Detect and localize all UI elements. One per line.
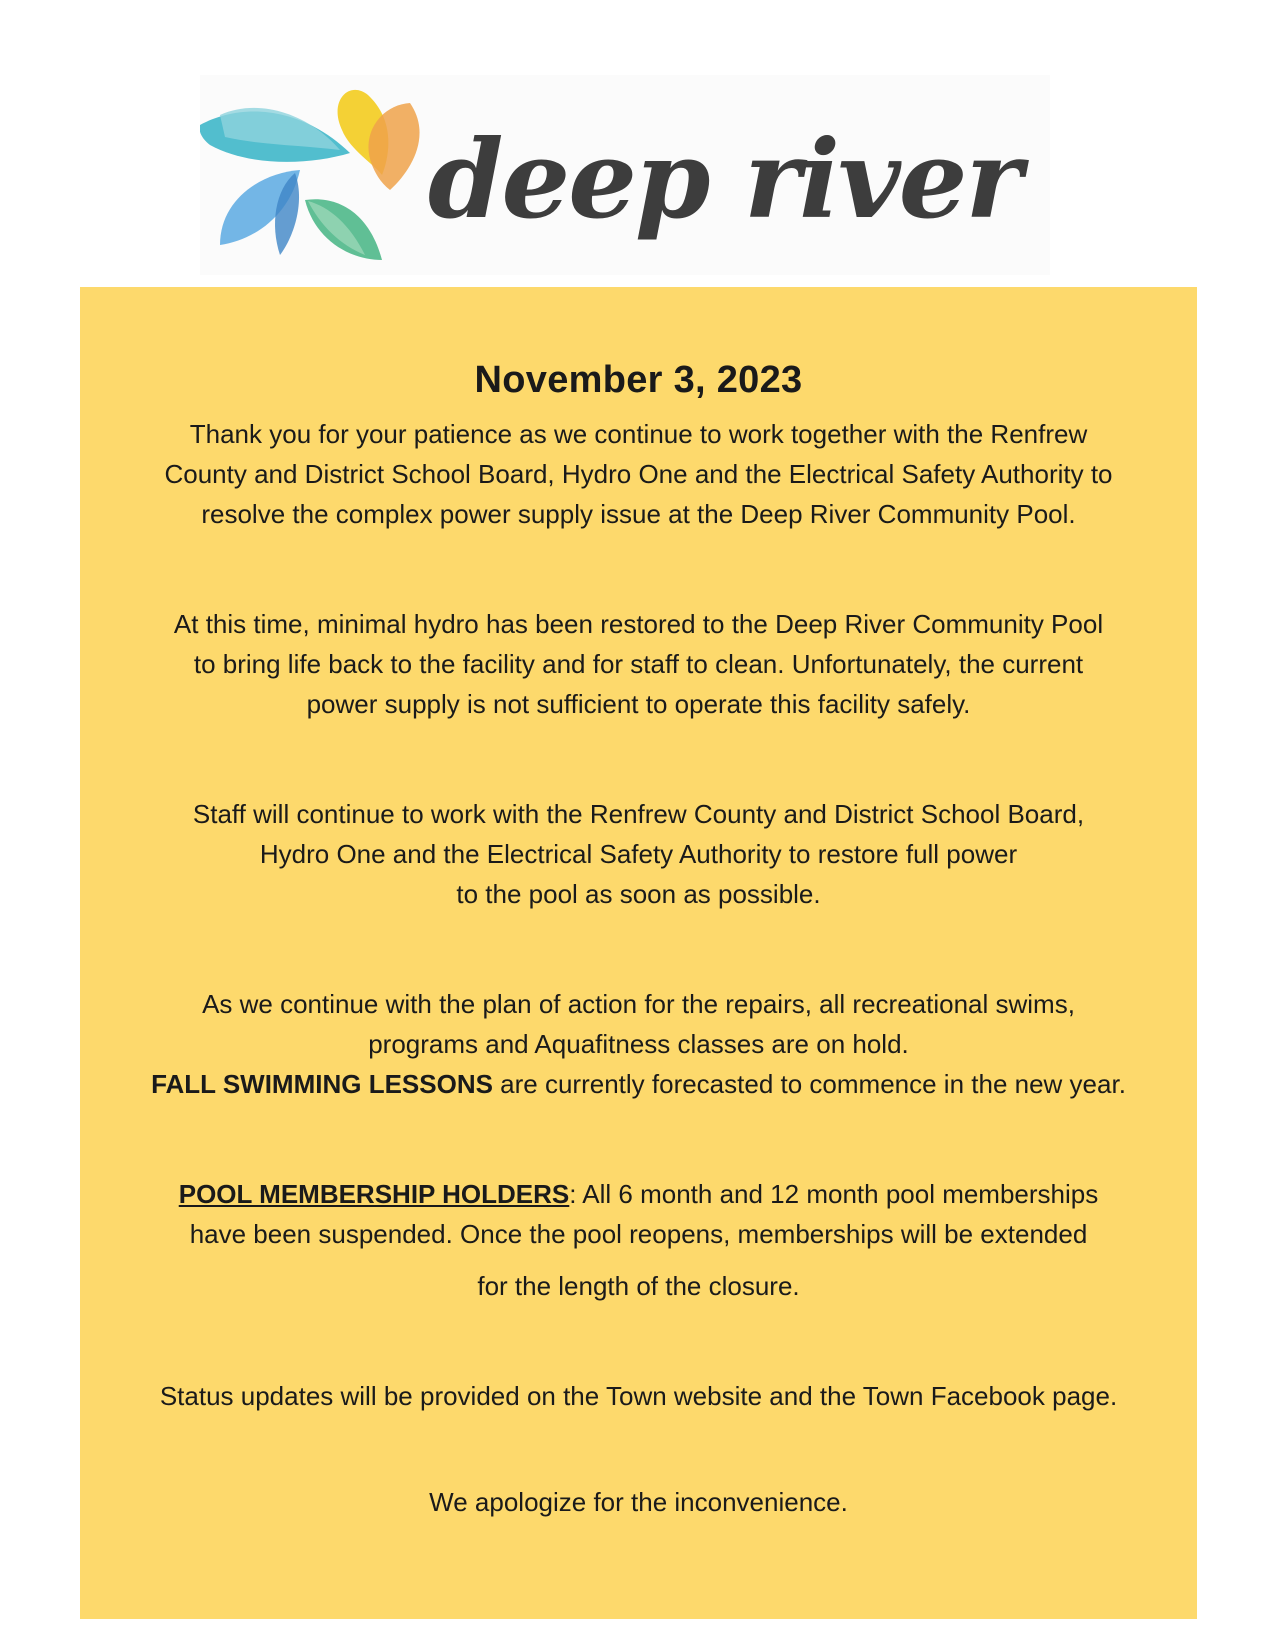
text-line: As we continue with the plan of action for the repairs, all recreational swims, xyxy=(202,989,1075,1019)
text-line: Staff will continue to work with the Renfrew County and District School Board, xyxy=(192,799,1085,829)
membership-holders-heading: POOL MEMBERSHIP HOLDERS xyxy=(178,1179,570,1209)
text-line: We apologize for the inconvenience. xyxy=(429,1487,848,1517)
text-line: At this time, minimal hydro has been restored to the Deep River Community Pool xyxy=(173,609,1104,639)
text-line: have been suspended. Once the pool reopens, memberships will be extended xyxy=(189,1219,1088,1249)
paragraph-intro xyxy=(80,414,1197,534)
text-line: power supply is not sufficient to operate this facility safely. xyxy=(306,689,971,719)
text-line xyxy=(80,1064,1197,1104)
paragraph-staff-work xyxy=(80,794,1197,914)
membership-text: : All 6 month and 12 month pool memberships xyxy=(569,1179,1099,1209)
brand-wordmark: deep river xyxy=(428,117,1021,243)
text-line: Thank you for your patience as we continue to work together with the Renfrew xyxy=(189,419,1088,449)
notice-date: November 3, 2023 xyxy=(474,359,803,401)
swimming-lessons-text: are currently forecasted to commence in the new year. xyxy=(492,1069,1126,1099)
text-line: Status updates will be provided on the Town website and the Town Facebook page. xyxy=(159,1381,1118,1411)
logo xyxy=(200,75,1050,275)
paragraph-apology xyxy=(80,1482,1197,1522)
text-line: to the pool as soon as possible. xyxy=(456,879,821,909)
text-line: for the length of the closure. xyxy=(477,1271,800,1301)
text-line: programs and Aquafitness classes are on hold. xyxy=(368,1029,909,1059)
paragraph-hydro-status xyxy=(80,604,1197,724)
text-line: to bring life back to the facility and for staff to clean. Unfortunately, the current xyxy=(193,649,1084,679)
text-line: County and District School Board, Hydro One and the Electrical Safety Authority to xyxy=(164,459,1113,489)
paragraph-status-updates xyxy=(80,1376,1197,1416)
paragraph-memberships xyxy=(80,1174,1197,1306)
deep-river-logo xyxy=(200,75,1050,275)
text-line: Hydro One and the Electrical Safety Authority to restore full power xyxy=(259,839,1018,869)
swimming-lessons-heading: FALL SWIMMING LESSONS xyxy=(151,1069,493,1099)
paragraph-programs-on-hold xyxy=(80,984,1197,1104)
text-line: resolve the complex power supply issue at the Deep River Community Pool. xyxy=(201,499,1076,529)
text-line xyxy=(80,1174,1197,1214)
notice-panel xyxy=(80,287,1197,1619)
